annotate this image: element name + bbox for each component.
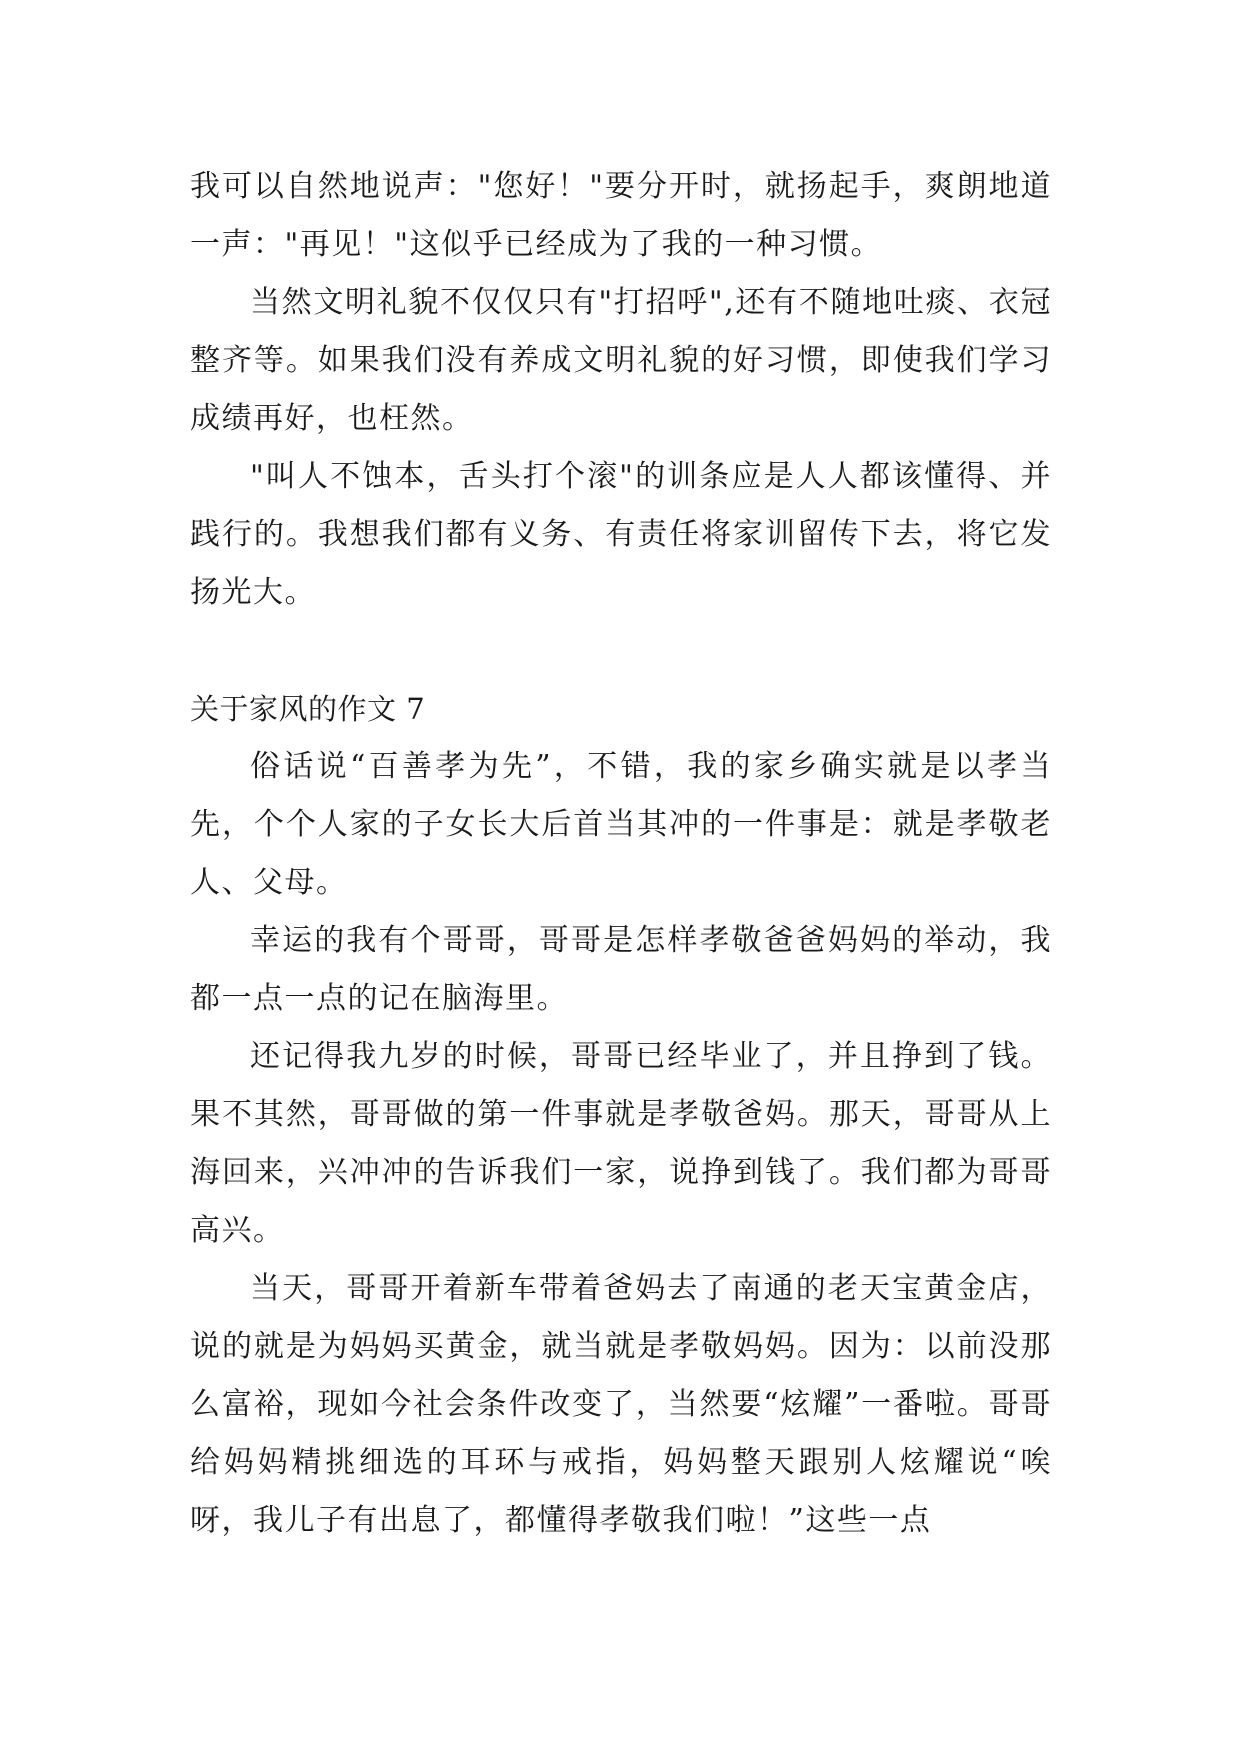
paragraph: "叫人不蚀本，舌头打个滚"的训条应是人人都该懂得、并践行的。我想我们都有义务、有责任将家训留传下去，将它发扬光大。 xyxy=(190,459,1052,610)
paragraph: 俗话说“百善孝为先”，不错，我的家乡确实就是以孝当先，个个人家的子女长大后首当其冲的一件事是：就是孝敬老人、父母。 xyxy=(190,749,1052,900)
paragraph: 当天，哥哥开着新车带着爸妈去了南通的老天宝黄金店，说的就是为妈妈买黄金，就当就是孝敬妈妈。因为：以前没那么富裕，现如今社会条件改变了，当然要“炫耀”一番啦。哥哥给妈妈精挑细选的耳环与戒指，妈妈整天跟别人炫耀说“唉呀，我儿子有出息了，都懂得孝敬我们啦！”这些一点 xyxy=(190,1271,1052,1538)
paragraph: 当然文明礼貌不仅仅只有"打招呼",还有不随地吐痰、衣冠整齐等。如果我们没有养成文明礼貌的好习惯，即使我们学习成绩再好，也枉然。 xyxy=(190,285,1052,436)
paragraph: 还记得我九岁的时候，哥哥已经毕业了，并且挣到了钱。果不其然，哥哥做的第一件事就是孝敬爸妈。那天，哥哥从上海回来，兴冲冲的告诉我们一家，说挣到钱了。我们都为哥哥高兴。 xyxy=(190,1039,1052,1248)
document-body xyxy=(190,158,1052,1550)
section-heading: 关于家风的作文 7 xyxy=(190,692,426,726)
paragraph: 幸运的我有个哥哥，哥哥是怎样孝敬爸爸妈妈的举动，我都一点一点的记在脑海里。 xyxy=(190,923,1052,1016)
paragraph-continuation: 我可以自然地说声："您好！"要分开时，就扬起手，爽朗地道一声："再见！"这似乎已经成为了我的一种习惯。 xyxy=(190,169,1052,262)
